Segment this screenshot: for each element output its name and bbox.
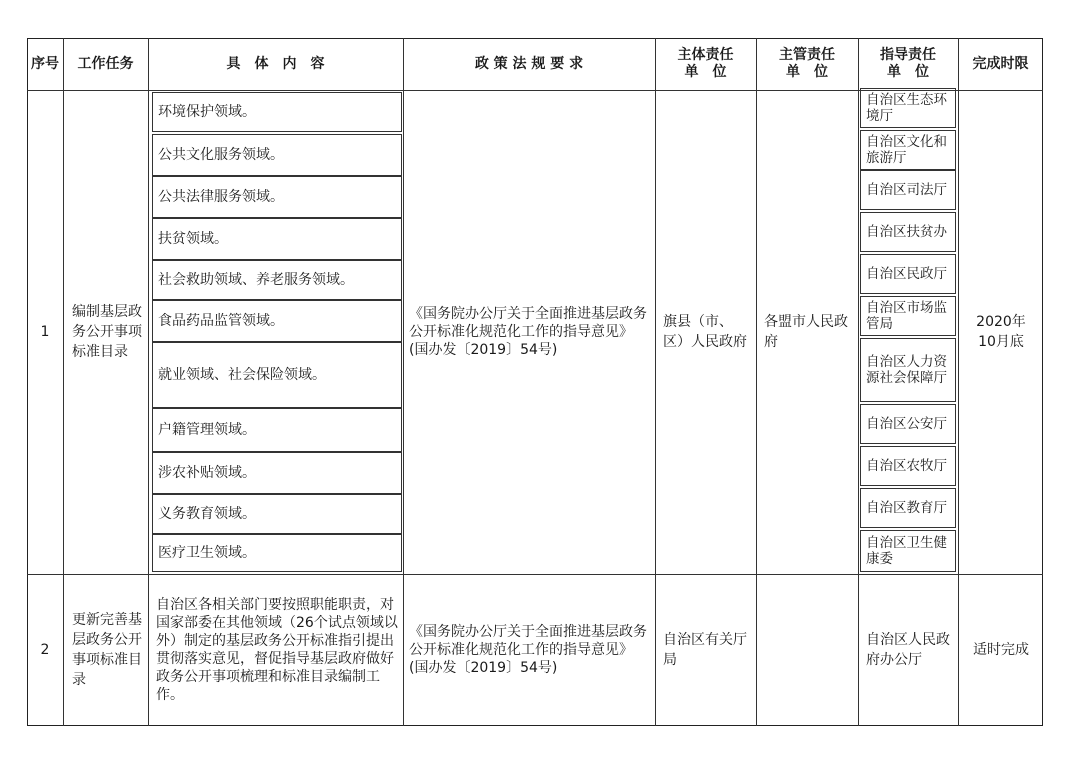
row2-guide: 自治区人民政府办公厅 (866, 632, 950, 668)
guide-item: 自治区司法厅 (866, 182, 947, 198)
col-line (63, 38, 64, 726)
row1-supervisor: 各盟市人民政府 (764, 314, 848, 350)
col-line (655, 38, 656, 726)
guide-item: 自治区卫生健康委 (866, 535, 947, 567)
content-item: 涉农补贴领域。 (158, 465, 256, 481)
header-subject: 主体责任 单 位 (677, 47, 734, 80)
col-line (403, 38, 404, 726)
row2-deadline: 适时完成 (973, 642, 1029, 658)
guide-item: 自治区生态环境厅 (866, 92, 947, 124)
header-guide: 指导责任 单 位 (880, 47, 936, 80)
guide-item: 自治区市场监管局 (866, 300, 947, 332)
header-deadline: 完成时限 (972, 55, 1029, 72)
header-task: 工作任务 (77, 55, 134, 72)
row2-policy: 《国务院办公厅关于全面推进基层政务公开标准化规范化工作的指导意见》(国办发〔2019〕54号) (409, 624, 647, 676)
row1-policy: 《国务院办公厅关于全面推进基层政务公开标准化规范化工作的指导意见》(国办发〔2019〕54号) (409, 306, 647, 358)
content-item: 公共法律服务领域。 (158, 189, 284, 205)
row1-subject: 旗县（市、区）人民政府 (663, 314, 747, 350)
guide-item: 自治区农牧厅 (866, 458, 947, 474)
content-item: 就业领域、社会保险领域。 (158, 367, 326, 383)
content-item: 医疗卫生领域。 (158, 545, 256, 561)
guide-item: 自治区教育厅 (866, 500, 947, 516)
content-item: 义务教育领域。 (158, 506, 256, 522)
row1-deadline: 2020年10月底 (976, 314, 1026, 350)
row1-seq: 1 (40, 324, 50, 340)
row1-task: 编制基层政务公开事项标准目录 (72, 304, 142, 360)
guide-item: 自治区公安厅 (866, 416, 947, 432)
content-item: 社会救助领域、养老服务领域。 (158, 272, 354, 288)
content-item: 扶贫领域。 (158, 231, 228, 247)
col-line (148, 38, 149, 726)
content-item: 食品药品监管领域。 (158, 313, 284, 329)
guide-item: 自治区文化和旅游厅 (866, 134, 947, 166)
header-seq: 序号 (31, 55, 59, 72)
header-content: 具 体 内 容 (226, 55, 325, 72)
row2-content: 自治区各相关部门要按照职能职责，对国家部委在其他领域（26个试点领域以外）制定的基层政务公开标准指引提出贯彻落实意见，督促指导基层政府做好政务公开事项梳理和标准目录编制工作。 (156, 597, 398, 703)
guide-item: 自治区扶贫办 (866, 224, 947, 240)
col-line (858, 38, 859, 726)
header-policy: 政 策 法 规 要 求 (474, 55, 584, 72)
content-item: 户籍管理领域。 (158, 422, 256, 438)
col-line (756, 38, 757, 726)
content-item: 公共文化服务领域。 (158, 147, 284, 163)
guide-item: 自治区人力资源社会保障厅 (866, 354, 947, 386)
guide-item: 自治区民政厅 (866, 266, 947, 282)
row2-seq: 2 (40, 642, 50, 658)
row2-task: 更新完善基层政务公开事项标准目录 (72, 612, 142, 688)
header-supervisor: 主管责任 单 位 (779, 47, 835, 80)
row2-supervisor (764, 574, 852, 726)
content-item: 环境保护领域。 (158, 104, 256, 120)
row2-subject: 自治区有关厅局 (663, 632, 747, 668)
col-line (958, 38, 959, 726)
